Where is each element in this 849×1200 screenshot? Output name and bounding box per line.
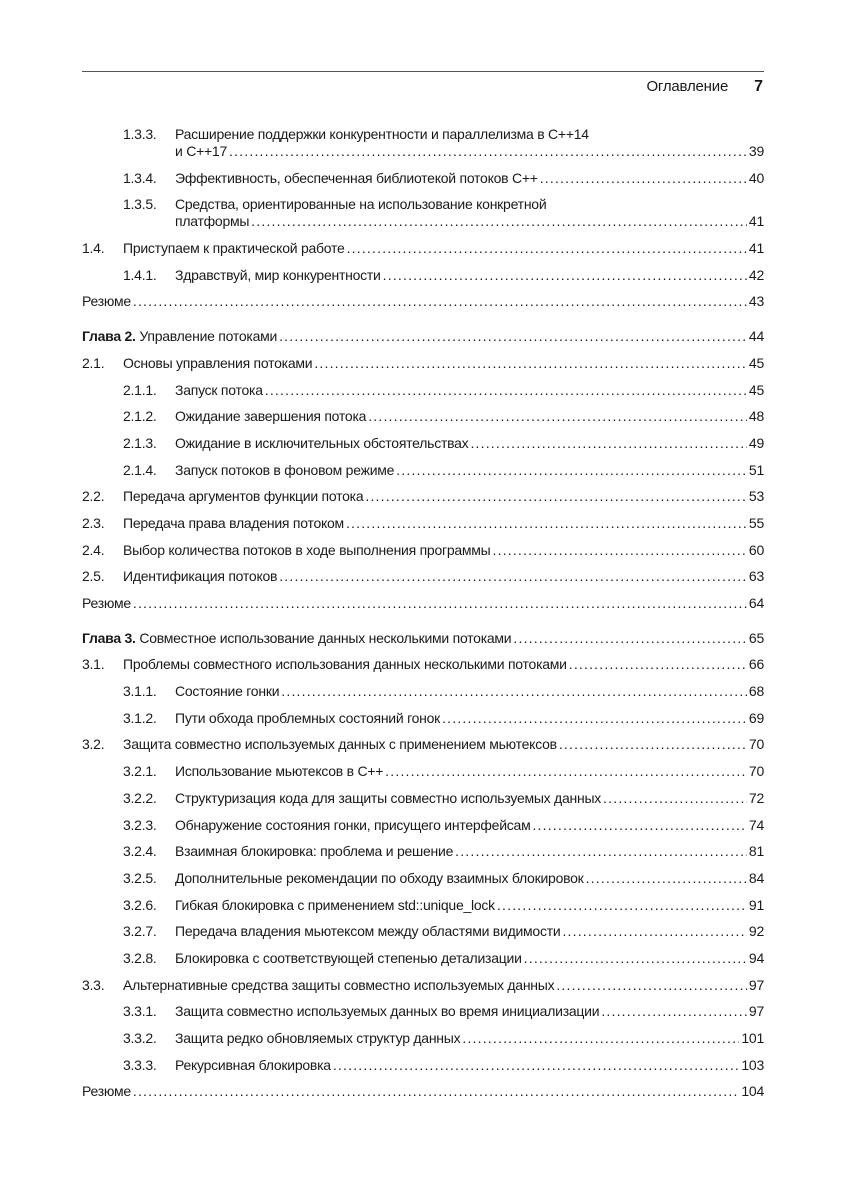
toc-entry[interactable] [82,462,764,489]
toc-entry-number: 3.2.8. [123,949,157,966]
toc-entry-number: 3.2.2. [123,789,157,806]
toc-entry[interactable] [82,763,764,790]
toc-page-number: 68 [748,683,764,700]
toc-entry-title: Расширение поддержки конкурентности и параллелизма в С++14 [175,126,589,142]
toc-entry-title: Передача аргументов функции потока [123,488,364,505]
toc-entry[interactable] [82,923,764,950]
toc-entry-title: Структуризация кода для защиты совместно используемых данных [175,789,602,806]
toc-page-number: 60 [748,541,764,558]
toc-entry-number: 3.2. [82,736,105,753]
toc-entry[interactable] [82,1057,764,1084]
toc-entry-number: 3.3. [82,976,105,993]
toc-entry[interactable] [82,240,764,267]
toc-leader-dots [383,267,747,284]
toc-entry-title: Здравствуй, мир конкурентности [175,266,381,283]
toc-leader-dots [396,462,747,479]
toc-leader-dots [442,710,747,727]
toc-entry-title: Резюме [82,595,131,611]
toc-entry-number: 3.3.1. [123,1003,157,1020]
toc-leader-dots [513,630,747,647]
toc-entry-number: 1.4. [82,240,105,257]
toc-page-number: 81 [748,843,764,860]
toc-page-number: 40 [748,169,764,186]
toc-entry-title: Передача права владения потоком [123,514,344,531]
toc-leader-dots [559,736,747,753]
toc-entry[interactable] [82,568,764,595]
toc-leader-dots [133,293,747,310]
toc-entry[interactable] [82,897,764,924]
toc-page-number: 39 [748,143,764,159]
toc-leader-dots [314,355,747,372]
toc-entry-title: Передача владения мьютексом между областями видимости [175,923,561,940]
header-page-number: 7 [754,78,763,95]
toc-page-number: 72 [748,789,764,806]
toc-entry-number: 3.1. [82,656,105,673]
toc-entry[interactable] [82,408,764,435]
toc-leader-dots [265,382,747,399]
toc-leader-dots [556,977,747,994]
toc-page-number: 84 [748,869,764,886]
toc-entry[interactable] [82,196,764,240]
toc-page-number: 103 [741,1056,764,1073]
toc-entry-title: платформы [175,213,250,230]
toc-entry[interactable] [82,435,764,462]
toc-entry-number: 3.1.1. [123,683,157,700]
toc-entry[interactable] [82,542,764,569]
running-header [646,78,763,96]
toc-entry-number: 2.1.1. [123,381,157,398]
toc-summary-entry[interactable] [82,1083,764,1110]
toc-entry-title: Гибкая блокировка с применением std::unique_lock [175,896,495,913]
toc-entry[interactable] [82,817,764,844]
toc-page-number: 55 [748,514,764,531]
toc-entry-number: 3.2.3. [123,816,157,833]
toc-entry[interactable] [82,870,764,897]
toc-entry[interactable] [82,1003,764,1030]
toc-entry-title: Запуск потока [175,381,263,398]
toc-leader-dots [562,923,746,940]
toc-entry-title: Эффективность, обеспеченная библиотекой потоков С++ [175,169,538,186]
toc-entry-number: 2.1.4. [123,461,157,478]
toc-leader-dots [133,595,747,612]
toc-leader-dots [133,1083,740,1100]
toc-entry-title: Запуск потоков в фоновом режиме [175,461,395,478]
toc-entry[interactable] [82,656,764,683]
toc-page-number: 64 [748,595,764,611]
toc-chapter-label: Глава 3. [82,629,136,646]
toc-entry-title: Альтернативные средства защиты совместно используемых данных [123,976,555,993]
toc-leader-dots [281,683,747,700]
toc-entry-title: Ожидание в исключительных обстоятельствах [175,434,469,451]
toc-leader-dots [462,1030,739,1047]
toc-page-number: 63 [748,568,764,585]
toc-entry-title: Использование мьютексов в С++ [175,763,384,780]
toc-page-number: 51 [748,461,764,478]
toc-page-number: 91 [748,896,764,913]
toc-entry-number: 2.5. [82,568,105,585]
toc-leader-dots [365,488,747,505]
toc-page-number: 66 [748,656,764,673]
toc-entry-number: 1.3.3. [123,126,157,142]
toc-entry[interactable] [82,488,764,515]
toc-entry-number: 3.2.7. [123,923,157,940]
toc-entry-number: 3.3.3. [123,1056,157,1073]
toc-leader-dots [470,435,746,452]
toc-entry-title: Идентификация потоков [123,568,278,585]
toc-entry-title: Дополнительные рекомендации по обходу взаимных блокировок [175,869,584,886]
toc-page-number: 70 [748,736,764,753]
toc-entry-title: Рекурсивная блокировка [175,1056,331,1073]
toc-leader-dots [524,950,747,967]
toc-entry[interactable] [82,977,764,1004]
toc-entry-number: 3.3.2. [123,1030,157,1046]
toc-leader-dots [368,408,747,425]
toc-entry-number: 2.3. [82,514,105,531]
toc-leader-dots [492,542,746,559]
toc-entry[interactable] [82,515,764,542]
toc-entry-number: 1.3.5. [123,196,157,213]
toc-page-number: 49 [748,434,764,451]
toc-page-number: 43 [748,293,764,310]
toc-entry-title: Состояние гонки [175,683,280,700]
toc-entry-title: Резюме [82,1083,131,1100]
toc-chapter-label: Глава 2. [82,328,136,345]
toc-page-number: 45 [748,354,764,371]
toc-entry-title: Защита совместно используемых данных с применением мьютексов [123,736,557,753]
toc-entry-title: Приступаем к практической работе [123,240,345,257]
toc-entry-title: Выбор количества потоков в ходе выполнения программы [123,541,491,558]
toc-leader-dots [279,568,747,585]
toc-entry[interactable] [82,843,764,870]
toc-page-number: 53 [748,488,764,505]
toc-entry-number: 2.1. [82,354,105,371]
toc-entry-title: Взаимная блокировка: проблема и решение [175,843,454,860]
toc-leader-dots [346,515,747,532]
toc-entry-number: 1.3.4. [123,169,157,186]
toc-leader-dots [455,843,747,860]
toc-page-number: 97 [748,976,764,993]
toc-entry[interactable] [82,710,764,737]
toc-entry-title: Управление потоками [139,328,278,345]
toc-entry-title: Ожидание завершения потока [175,408,367,425]
toc-entry-number: 3.1.2. [123,709,157,726]
toc-summary-entry[interactable] [82,293,764,320]
toc-entry[interactable] [82,1030,764,1057]
table-of-contents [82,126,764,1110]
toc-chapter-entry[interactable] [82,328,764,355]
toc-leader-dots [601,1003,747,1020]
toc-entry[interactable] [82,355,764,382]
toc-page-number: 70 [748,763,764,780]
toc-leader-dots [229,143,747,160]
toc-leader-dots [347,240,747,257]
toc-entry[interactable] [82,790,764,817]
toc-page-number: 41 [748,240,764,257]
toc-entry-title: Блокировка с соответствующей степенью детализации [175,949,522,966]
toc-entry[interactable] [82,683,764,710]
toc-leader-dots [532,817,746,834]
toc-entry-number: 1.4.1. [123,266,157,283]
header-rule [82,71,764,72]
toc-entry[interactable] [82,382,764,409]
toc-entry-number: 2.1.3. [123,434,157,451]
toc-chapter-entry[interactable] [82,630,764,657]
toc-entry-number: 2.1.2. [123,408,157,425]
toc-page-number: 92 [748,923,764,940]
toc-page-number: 65 [748,629,764,646]
toc-entry-number: 3.2.6. [123,896,157,913]
toc-page-number: 101 [741,1030,764,1046]
toc-leader-dots [497,897,747,914]
toc-leader-dots [333,1057,740,1074]
toc-entry-number: 2.4. [82,541,105,558]
toc-leader-dots [586,870,747,887]
toc-page-number: 45 [748,381,764,398]
toc-leader-dots [251,213,747,230]
toc-entry-title: Обнаружение состояния гонки, присущего интерфейсам [175,816,531,833]
toc-leader-dots [569,656,747,673]
toc-entry-number: 3.2.4. [123,843,157,860]
toc-entry[interactable] [82,950,764,977]
toc-entry-title: Резюме [82,293,131,310]
toc-entry[interactable] [82,736,764,763]
toc-page-number: 104 [741,1083,764,1100]
toc-entry-title: и С++17 [175,143,227,159]
toc-page-number: 94 [748,949,764,966]
toc-page-number: 44 [748,328,764,345]
toc-summary-entry[interactable] [82,595,764,622]
toc-entry[interactable] [82,267,764,294]
toc-page-number: 97 [748,1003,764,1020]
toc-entry[interactable] [82,170,764,197]
toc-entry-title: Проблемы совместного использования данных несколькими потоками [123,656,567,673]
toc-page-number: 74 [748,816,764,833]
toc-entry-title: Совместное использование данных несколькими потоками [139,629,512,646]
toc-entry-title: Средства, ориентированные на использование конкретной [175,196,547,213]
toc-entry[interactable] [82,126,764,170]
toc-leader-dots [603,790,747,807]
toc-page-number: 69 [748,709,764,726]
toc-entry-title: Основы управления потоками [123,354,313,371]
toc-entry-title: Защита совместно используемых данных во время инициализации [175,1003,600,1020]
toc-entry-number: 3.2.5. [123,869,157,886]
toc-page-number: 42 [748,266,764,283]
toc-leader-dots [385,763,747,780]
toc-entry-number: 3.2.1. [123,763,157,780]
header-title: Оглавление [646,78,729,95]
toc-entry-title: Защита редко обновляемых структур данных [175,1030,461,1046]
toc-page-number: 48 [748,408,764,425]
toc-leader-dots [279,328,747,345]
toc-leader-dots [540,170,747,187]
toc-entry-title: Пути обхода проблемных состояний гонок [175,709,441,726]
toc-page-number: 41 [748,213,764,230]
toc-entry-number: 2.2. [82,488,105,505]
